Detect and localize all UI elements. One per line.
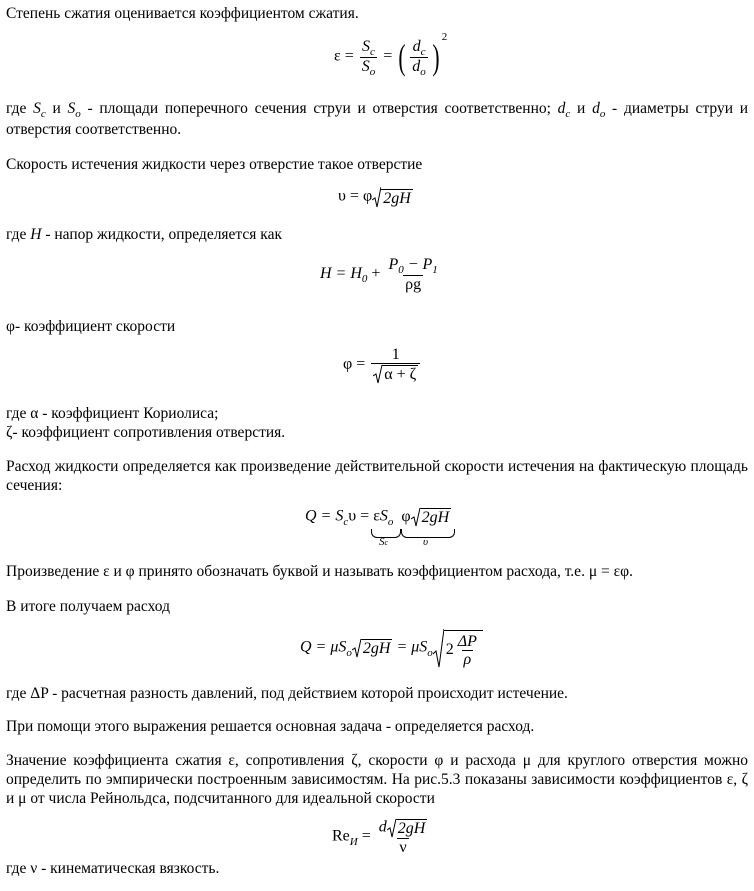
paragraph-resistance: ζ- коэффициент сопротивления отверстия.	[6, 424, 286, 441]
paragraph-kinematic-viscosity: где ν - кинематическая вязкость.	[6, 860, 220, 877]
paragraph-pressure-difference: где ΔP - расчетная разность давлений, под действием которой происходит истечение.	[6, 685, 568, 702]
paragraph-velocity-coefficient: φ- коэффициент скорости	[6, 318, 176, 335]
paragraph-flow-rate: Расход жидкости определяется как произведение действительной скорости истечения на фактическую площадь сечения:	[6, 458, 748, 494]
fraction-phi: $\frac{1}{\alpha + \zeta}$	[371, 346, 420, 384]
fraction-area: $\frac{S_c}{S_o}$	[361, 37, 376, 78]
formula-compression-ratio: ε = $\frac{S_c}{S_o}$ = ( $\frac{d_c}{d_o}$ ) $^2$	[334, 31, 448, 78]
sqrt-2gh: 2gH	[372, 186, 413, 208]
formula-discharge: $Q = \mu S_o$ $2gH = \mu S_o$ 2 $\frac{\Delta P}{\rho}$	[300, 628, 483, 668]
formula-head: $H = H_0$ + $\frac{P_0 - P_1}{\rho g}$	[320, 256, 438, 293]
formula-phi: φ = $\frac{1}{\alpha + \zeta}$	[343, 346, 422, 384]
underbrace-label-area: Sc	[379, 536, 389, 548]
paragraph-result-intro: В итоге получаем расход	[6, 598, 170, 615]
formula-lhs: ε =	[334, 47, 354, 65]
paragraph-main-task: При помощи этого выражения решается основная задача - определяется расход.	[6, 718, 535, 735]
formula-reynolds: $Re_И$ = $\frac{d 2gH}{\nu}$	[332, 818, 431, 856]
paragraph-compression-intro: Степень сжатия оценивается коэффициентом сжатия.	[6, 5, 359, 22]
paragraph-velocity-intro: Скорость истечения жидкости через отверстие такое отверстие	[6, 156, 423, 173]
paragraph-empirical: Значение коэффициента сжатия ε, сопротивления ζ, скорости φ и расхода μ для круглого отверстия можно определить по эмпирически построенным зависимостям. На рис.5.3 показаны зависимости коэффициентов ε, ζ и μ от числа Рейнольдса, подсчитанного для идеальной скорости	[6, 752, 748, 807]
fraction-pressure: $\frac{P_0 - P_1}{\rho g}$	[388, 256, 438, 293]
fraction-reynolds: $\frac{d 2gH}{\nu}$	[378, 818, 426, 856]
paragraph-discharge-coefficient: Произведение ε и φ принято обозначать буквой и называть коэффициентом расхода, т.е. μ = εφ.	[6, 563, 633, 580]
formula-velocity: υ = φ 2gH	[338, 187, 411, 207]
fraction-diameter: $\frac{d_c}{d_o}$	[412, 37, 426, 78]
paragraph-coriolis: где α - коэффициент Кориолиса;	[6, 405, 219, 422]
underbrace-label-velocity: υ	[423, 536, 429, 548]
paragraph-area-definitions: где $S_c$ и $S_o$ - площади поперечного сечения струи и отверстия соответственно; $d_c$ и $d_o$ - диаметры струи и отверстия соответственно.	[6, 100, 749, 138]
paragraph-head-intro: где H - напор жидкости, определяется как	[6, 226, 282, 243]
formula-flow: $Q = S_c\upsilon = \varepsilon S_o$ φ 2gH Sc υ	[305, 507, 465, 549]
